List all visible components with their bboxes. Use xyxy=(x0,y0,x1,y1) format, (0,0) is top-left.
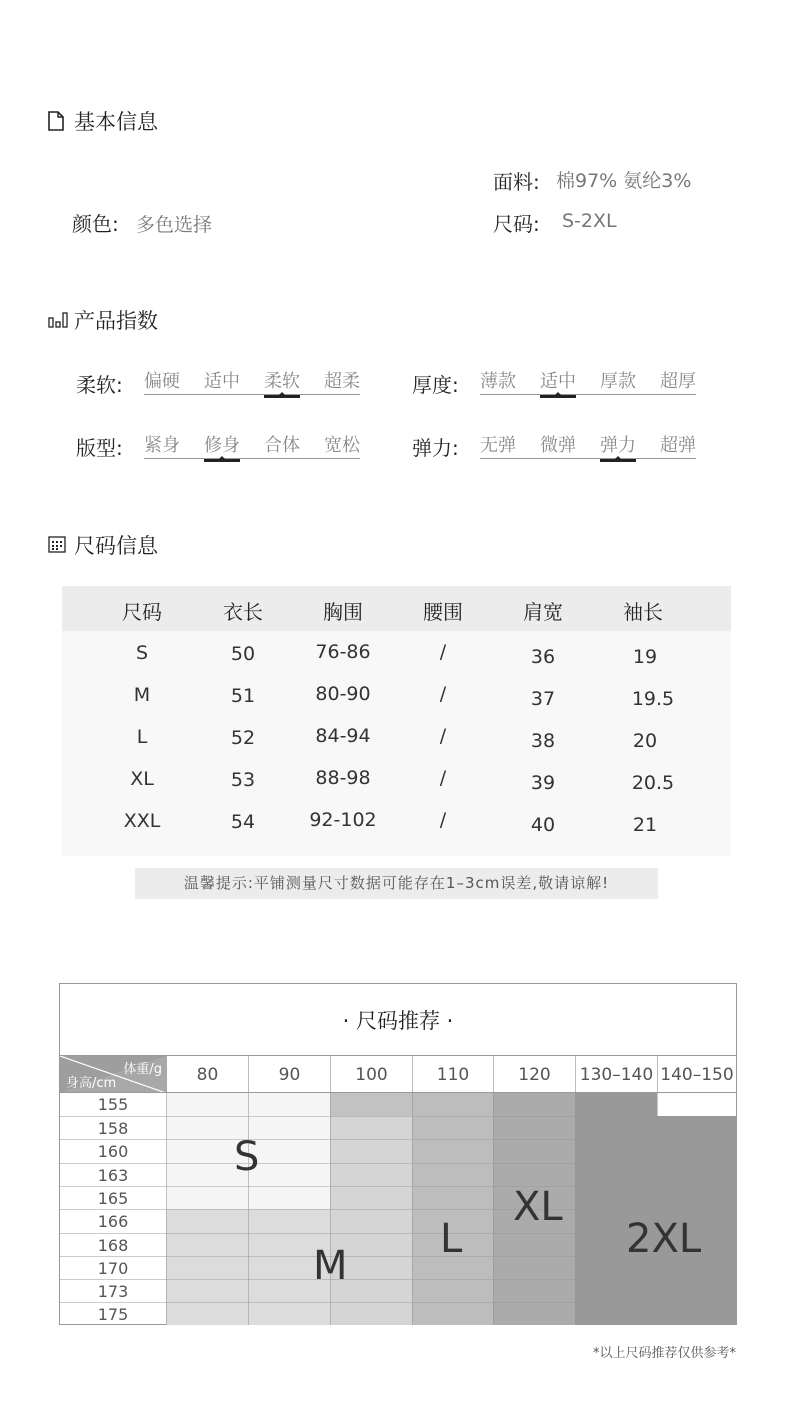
fit-label: 版型: xyxy=(76,436,123,460)
color-label: 颜色: xyxy=(72,212,119,236)
table-cell: 38 xyxy=(530,730,556,752)
table-cell: 36 xyxy=(530,646,556,668)
scale-option: 适中 xyxy=(204,371,240,392)
thickness-label: 厚度: xyxy=(412,373,459,397)
height-cell: 175 xyxy=(60,1302,166,1325)
table-cell: 84-94 xyxy=(315,725,371,747)
weight-header: 120 xyxy=(493,1056,575,1093)
height-axis-label: 身高/cm xyxy=(66,1076,117,1091)
scale-option: 厚款 xyxy=(600,371,636,392)
height-cell: 155 xyxy=(97,1095,129,1114)
table-cell: 39 xyxy=(530,772,556,794)
basic-info-title: 基本信息 xyxy=(74,110,158,134)
table-cell: XXL xyxy=(123,810,161,832)
table-cell: M xyxy=(133,684,151,706)
zone-label-s: S xyxy=(234,1134,260,1180)
height-cell: 163 xyxy=(60,1163,166,1186)
height-cell: 165 xyxy=(60,1186,166,1209)
calendar-grid-icon xyxy=(48,535,66,555)
scale-option: 宽松 xyxy=(324,435,360,456)
grid-line xyxy=(166,1279,736,1280)
corner-header xyxy=(60,1056,166,1093)
softness-label: 柔软: xyxy=(76,373,123,397)
table-cell: 37 xyxy=(530,688,556,710)
scale-option: 薄款 xyxy=(480,371,516,392)
table-cell: 21 xyxy=(632,814,658,836)
table-cell: 19 xyxy=(632,646,658,668)
color-value: 多色选择 xyxy=(136,214,213,236)
thickness-scale xyxy=(480,367,696,395)
fabric-value: 棉97% 氨纶3% xyxy=(556,170,692,192)
scale-option: 超柔 xyxy=(324,371,360,392)
scale-option-selected: 柔软 xyxy=(264,367,300,394)
recommend-note: *以上尺码推荐仅供参考* xyxy=(592,1346,736,1361)
size-table-header xyxy=(62,586,731,631)
height-cell: 168 xyxy=(60,1233,166,1256)
recommend-title: · 尺码推荐 · xyxy=(60,984,736,1056)
table-cell: 20 xyxy=(632,730,658,752)
table-cell: S xyxy=(135,642,149,664)
scale-option: 微弹 xyxy=(540,435,576,456)
weight-axis-label: 体重/g xyxy=(123,1062,162,1077)
column-header: 袖长 xyxy=(623,600,663,624)
size-recommend-table xyxy=(59,983,737,1325)
grid-line xyxy=(166,1116,736,1117)
grid-line xyxy=(166,1209,736,1210)
scale-option: 合体 xyxy=(264,435,300,456)
size-info-heading xyxy=(48,530,158,560)
product-index-title: 产品指数 xyxy=(74,309,158,333)
height-cell: 158 xyxy=(60,1116,166,1139)
zone-label-l: L xyxy=(440,1216,463,1262)
weight-header: 100 xyxy=(330,1056,412,1093)
product-index-heading xyxy=(48,305,158,335)
table-cell: 40 xyxy=(530,814,556,836)
table-cell: 54 xyxy=(230,811,256,833)
weight-header: 90 xyxy=(248,1056,330,1093)
table-cell: 51 xyxy=(230,685,256,707)
weight-header: 80 xyxy=(166,1056,248,1093)
bar-chart-icon xyxy=(48,310,66,330)
scale-option: 超弹 xyxy=(660,435,696,456)
table-cell: 88-98 xyxy=(315,767,371,789)
scale-option-selected: 修身 xyxy=(204,431,240,458)
weight-header: 140–150 xyxy=(657,1056,736,1093)
weight-header: 110 xyxy=(412,1056,493,1093)
column-header: 胸围 xyxy=(323,600,363,624)
column-header: 腰围 xyxy=(423,600,463,624)
table-cell: L xyxy=(136,726,148,748)
size-info-title: 尺码信息 xyxy=(74,534,158,558)
fit-scale xyxy=(144,431,360,459)
zone-label-2xl: 2XL xyxy=(626,1216,702,1262)
zone-label-xl: XL xyxy=(513,1184,563,1230)
column-header: 衣长 xyxy=(223,600,263,624)
table-cell: 76-86 xyxy=(315,641,371,663)
table-cell: 52 xyxy=(230,727,256,749)
fabric-label: 面料: xyxy=(493,170,540,194)
elasticity-scale xyxy=(480,431,696,459)
measurement-tip: 温馨提示:平铺测量尺寸数据可能存在1–3cm误差,敬请谅解! xyxy=(135,868,658,899)
elasticity-label: 弹力: xyxy=(412,436,459,460)
grid-line xyxy=(166,1186,736,1187)
table-cell: 53 xyxy=(230,769,256,791)
height-cell: 170 xyxy=(60,1256,166,1279)
size-table xyxy=(62,586,731,856)
height-cell: 173 xyxy=(60,1279,166,1302)
scale-option: 偏硬 xyxy=(144,371,180,392)
table-cell: 19.5 xyxy=(631,688,675,710)
table-cell: 80-90 xyxy=(315,683,371,705)
table-cell: 92-102 xyxy=(309,809,377,831)
grid-line xyxy=(166,1302,736,1303)
zone-m xyxy=(330,1116,412,1325)
column-header: 尺码 xyxy=(122,600,162,624)
table-cell: / xyxy=(439,725,447,747)
table-cell: / xyxy=(439,683,447,705)
scale-option-selected: 适中 xyxy=(540,367,576,394)
basic-info-heading xyxy=(48,106,158,136)
height-cell: 166 xyxy=(60,1209,166,1233)
size-label: 尺码: xyxy=(493,212,540,236)
table-cell: 50 xyxy=(230,643,256,665)
weight-header: 130–140 xyxy=(575,1056,657,1093)
scale-option: 无弹 xyxy=(480,435,516,456)
softness-scale xyxy=(144,367,360,395)
zone-l xyxy=(330,1093,412,1116)
table-cell: / xyxy=(439,809,447,831)
table-cell: / xyxy=(439,767,447,789)
grid-line xyxy=(166,1056,167,1325)
scale-option-selected: 弹力 xyxy=(600,431,636,458)
table-cell: / xyxy=(439,641,447,663)
table-cell: XL xyxy=(130,768,154,790)
column-header: 肩宽 xyxy=(523,600,563,624)
scale-option: 紧身 xyxy=(144,435,180,456)
size-value: S-2XL xyxy=(562,210,617,232)
document-icon xyxy=(48,111,66,131)
table-cell: 20.5 xyxy=(631,772,675,794)
scale-option: 超厚 xyxy=(660,371,696,392)
zone-label-m: M xyxy=(313,1243,348,1289)
height-cell: 160 xyxy=(60,1139,166,1163)
